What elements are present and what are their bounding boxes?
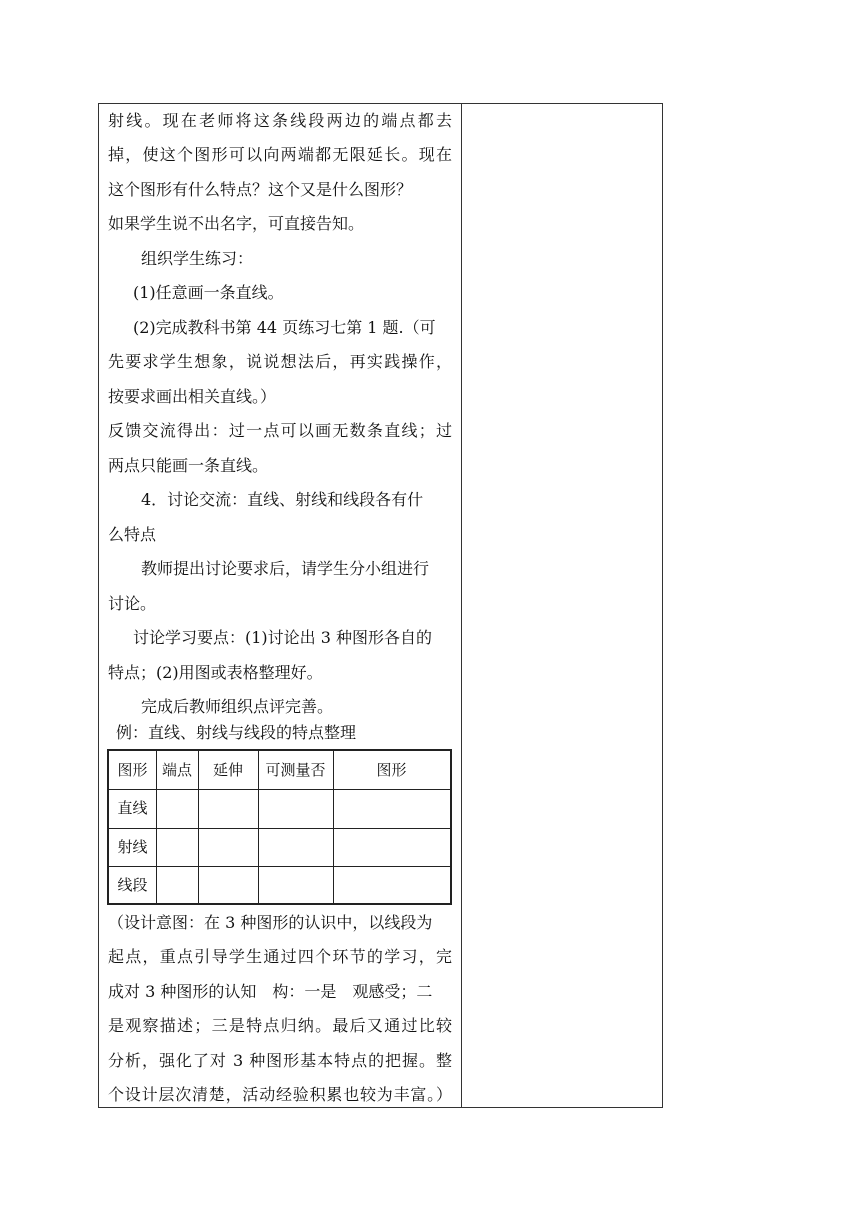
table-caption: 例：直线、射线与线段的特点整理	[116, 723, 357, 742]
text-line: 两点只能画一条直线。	[108, 456, 269, 475]
text-line: 反馈交流得出：过一点可以画无数条直线；过	[108, 421, 452, 440]
text-line: 如果学生说不出名字，可直接告知。	[108, 214, 365, 233]
table-header: 延伸	[212, 761, 243, 779]
table-row-label: 射线	[117, 838, 148, 856]
text-line: 是观察描述；三是特点归纳。最后又通过比较	[108, 1016, 452, 1035]
text-line: (2)完成教科书第 44 页练习七第 1 题.（可	[133, 318, 436, 337]
text-line: 个设计层次清楚，活动经验积累也较为丰富。）	[108, 1085, 452, 1104]
table-row-label: 直线	[117, 799, 148, 817]
text-line: 4．讨论交流：直线、射线和线段各有什	[141, 490, 424, 509]
text-line: 射线。现在老师将这条线段两边的端点都去	[108, 111, 452, 130]
text-line: 完成后教师组织点评完善。	[141, 697, 334, 716]
table-header: 图形	[376, 761, 407, 779]
table-row-label: 线段	[117, 876, 148, 894]
text-line: 么特点	[108, 525, 157, 544]
text-line: 教师提出讨论要求后，请学生分小组进行	[141, 559, 430, 578]
feature-table	[107, 749, 452, 905]
text-line: 起点，重点引导学生通过四个环节的学习，完	[108, 947, 452, 966]
table-header: 图形	[117, 761, 148, 779]
text-line: 讨论学习要点：(1)讨论出 3 种图形各自的	[133, 628, 433, 647]
lesson-table	[98, 103, 663, 1108]
text-line: 按要求画出相关直线。）	[108, 387, 277, 406]
text-line: 先要求学生想象，说说想法后，再实践操作，	[108, 352, 452, 371]
text-line: 成对 3 种图形的认知 构：一是 观感受；二	[108, 982, 433, 1001]
lesson-content-cell	[99, 104, 461, 1107]
notes-cell	[462, 104, 662, 1107]
text-line: 这个图形有什么特点？这个又是什么图形？	[108, 180, 413, 199]
text-line: （设计意图：在 3 种图形的认识中，以线段为	[108, 913, 433, 932]
text-line: 分析，强化了对 3 种图形基本特点的把握。整	[108, 1051, 452, 1070]
text-line: 掉，使这个图形可以向两端都无限延长。现在	[108, 145, 452, 164]
text-line: 组织学生练习：	[141, 249, 254, 268]
text-line: 特点；(2)用图或表格整理好。	[108, 663, 323, 682]
text-line: (1)任意画一条直线。	[133, 283, 284, 302]
text-line: 讨论。	[108, 594, 157, 613]
table-header: 端点	[161, 761, 192, 779]
table-header: 可测量否	[265, 761, 326, 779]
